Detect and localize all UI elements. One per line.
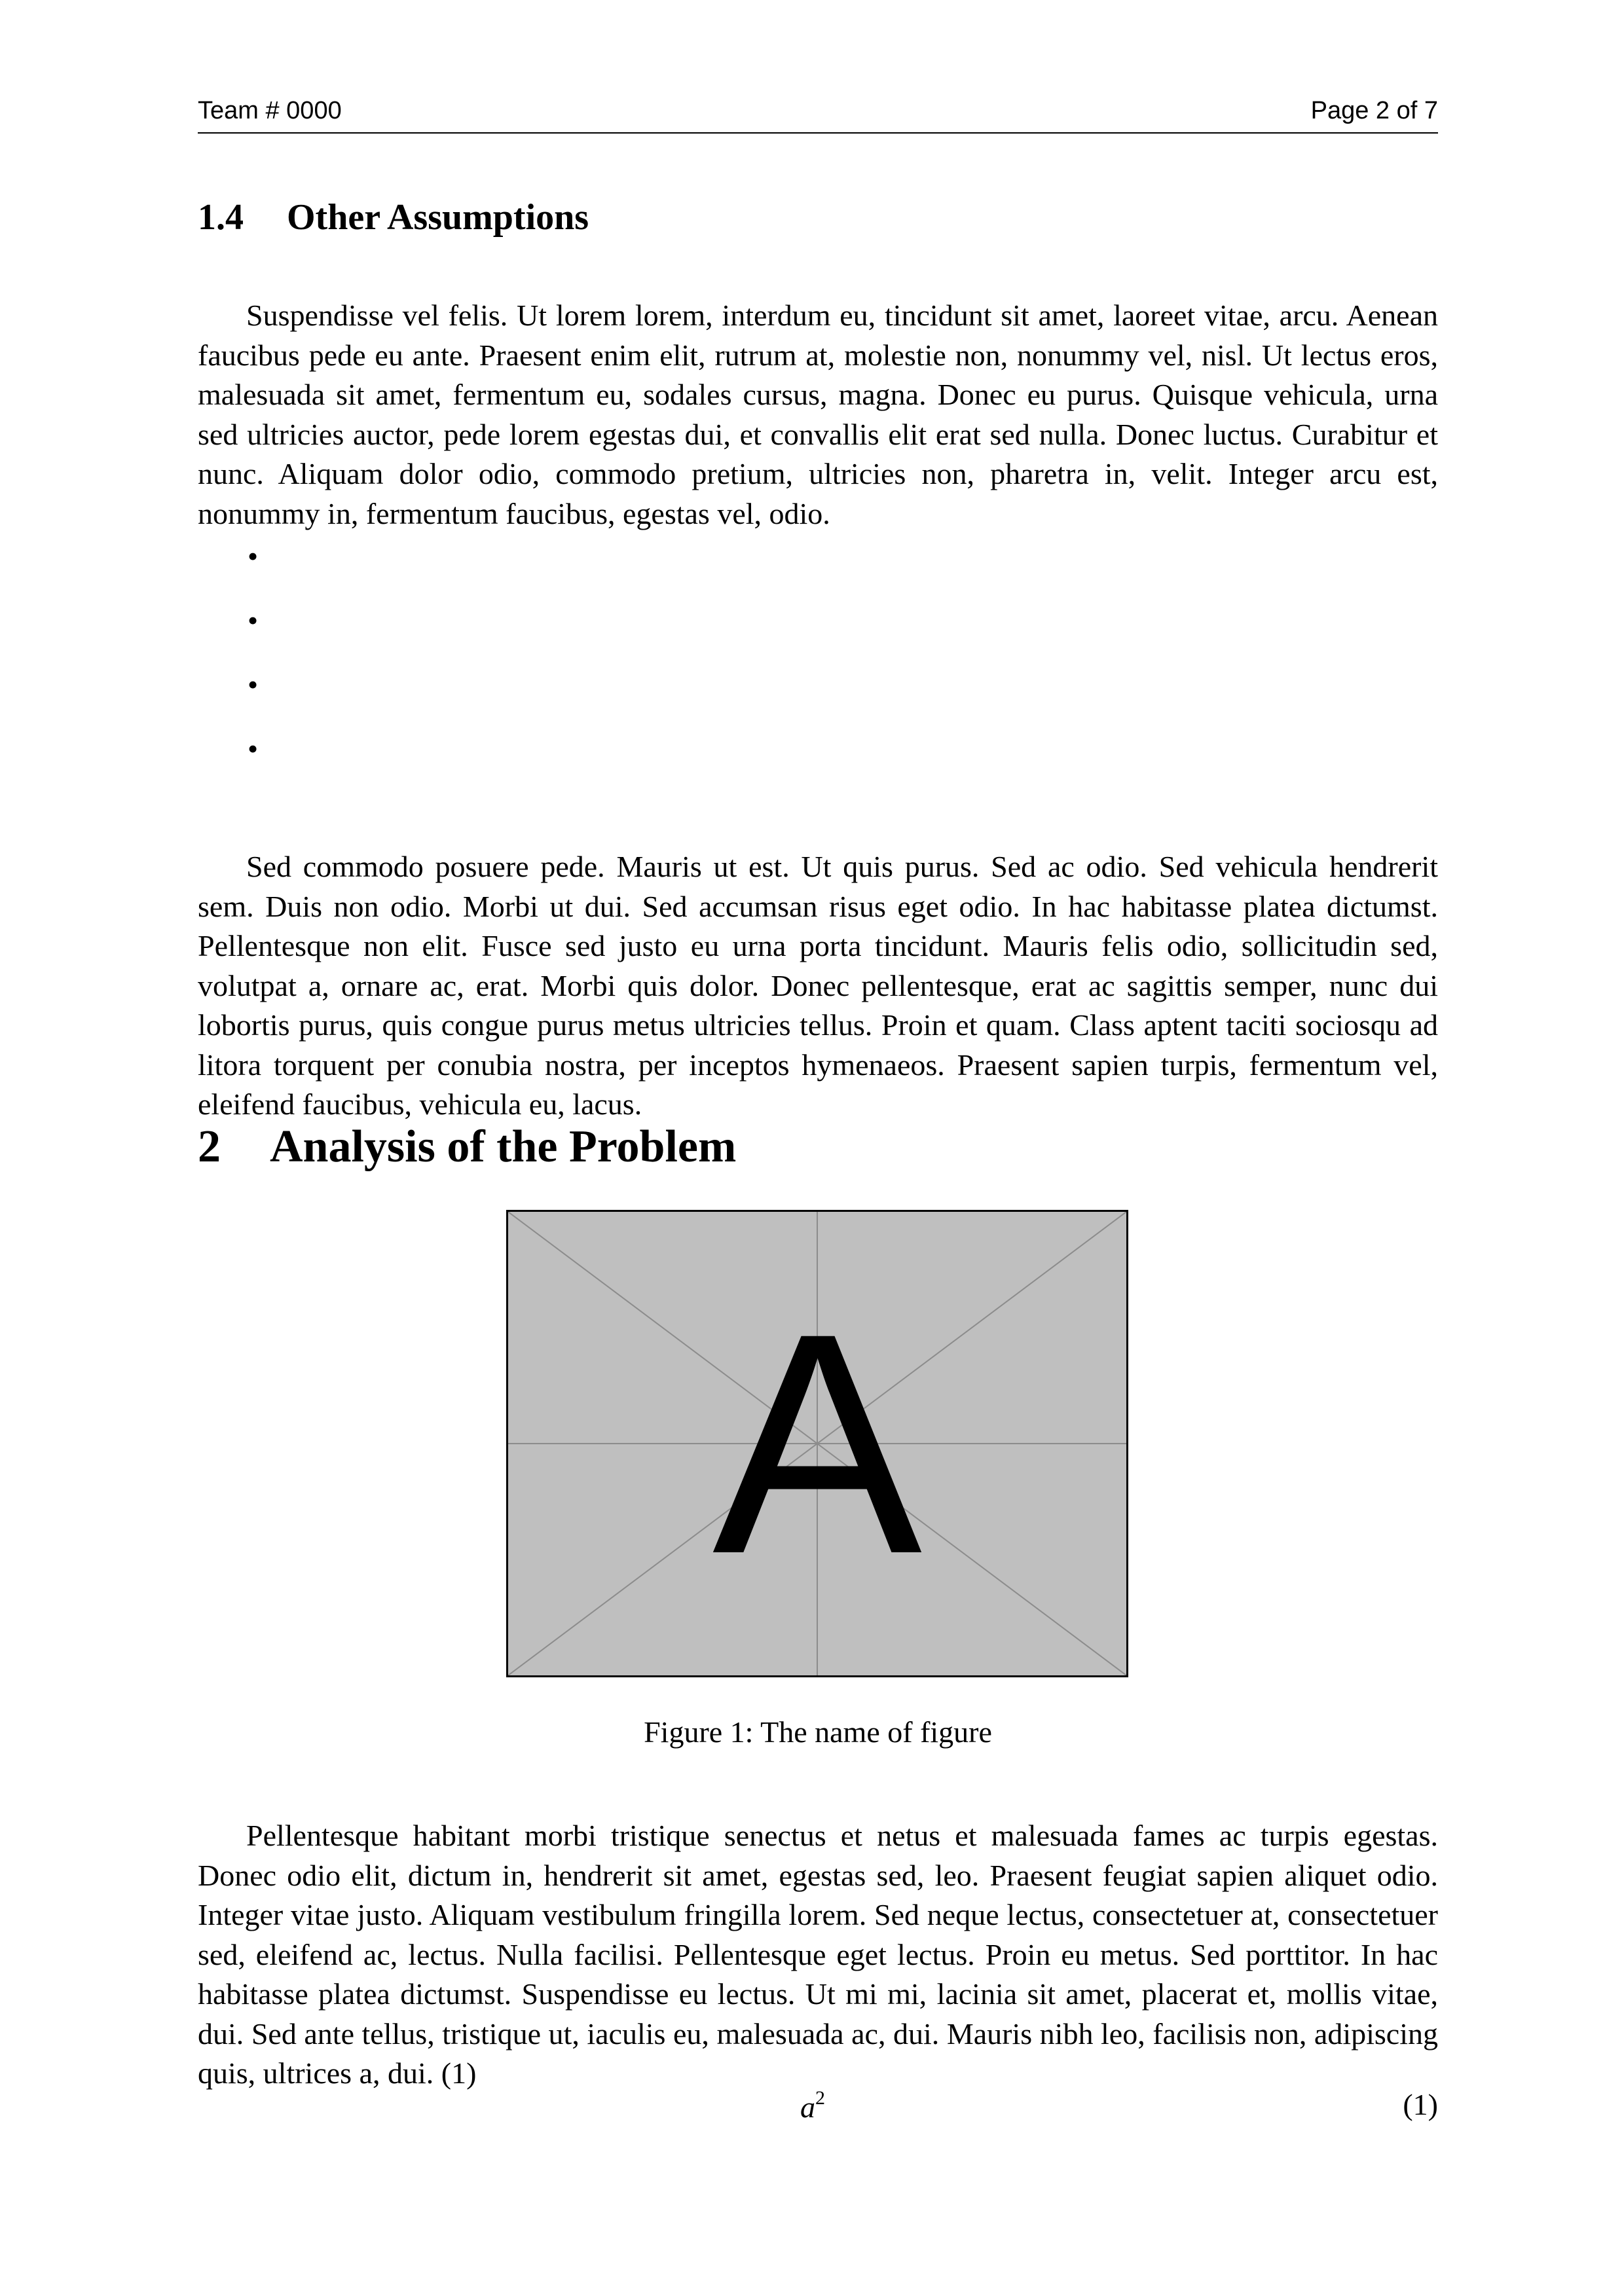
section-title: Analysis of the Problem xyxy=(270,1121,737,1172)
subsection-heading xyxy=(198,196,589,238)
paragraph-commodo: Sed commodo posuere pede. Mauris ut est. Ut quis purus. Sed ac odio. Sed vehicula hendrerit sem. Duis non odio. Morbi ut dui. Sed accumsan risus eget odio. In hac habitasse platea dictumst. Pellentesque non elit. Fusce sed justo eu urna porta tincidunt. Mauris felis odio, sollicitudin sed, volutpat a, ornare ac, erat. Morbi quis dolor. Donec pellentesque, erat ac sagittis semper, nunc dui lobortis purus, quis congue purus metus ultricies tellus. Proin et quam. Class aptent taciti sociosqu ad litora torquent per conubia nostra, per inceptos hymenaeos. Praesent sapien turpis, fermentum vel, eleifend faucibus, vehicula eu, lacus. xyxy=(198,850,1438,1121)
equation xyxy=(800,2087,825,2124)
empty-bullet-list xyxy=(248,537,258,793)
bullet-item xyxy=(248,537,258,601)
section-heading xyxy=(198,1121,736,1173)
figure-caption: Figure 1: The name of figure xyxy=(644,1715,992,1749)
equation-exponent: 2 xyxy=(815,2087,825,2109)
placeholder-letter: A xyxy=(712,1267,923,1619)
paragraph-assumptions: Suspendisse vel felis. Ut lorem lorem, interdum eu, tincidunt sit amet, laoreet vitae, arcu. Aenean faucibus pede eu ante. Praesent enim elit, rutrum at, molestie non, nonummy vel, nisl. Ut lectus eros, malesuada sit amet, fermentum eu, sodales cursus, magna. Donec eu purus. Quisque vehicula, urna sed ultricies auctor, pede lorem egestas dui, et convallis elit erat sed nulla. Donec luctus. Curabitur et nunc. Aliquam dolor odio, commodo pretium, ultricies non, pharetra in, velit. Integer arcu est, nonummy in, fermentum faucibus, egestas vel, odio. xyxy=(198,299,1438,530)
bullet-item xyxy=(248,729,258,793)
paragraph-habitant: Pellentesque habitant morbi tristique senectus et netus et malesuada fames ac turpis egestas. Donec odio elit, dictum in, hendrerit sit amet, egestas sed, leo. Praesent feugiat sapien aliquet odio. Integer vitae justo. Aliquam vestibulum fringilla lorem. Sed neque lectus, consectetuer at, consectetuer sed, eleifend ac, lectus. Nulla facilisi. Pellentesque eget lectus. Proin eu metus. Sed porttitor. In hac habitasse platea dictumst. Suspendisse eu lectus. Ut mi mi, lacinia sit amet, placerat et, mollis vitae, dui. Sed ante tellus, tristique ut, iaculis eu, malesuada ac, dui. Mauris nibh leo, facilisis non, adipiscing quis, ultrices a, dui. (1) xyxy=(198,1819,1438,2090)
section-number: 2 xyxy=(198,1121,221,1172)
page-header xyxy=(198,96,1438,134)
subsection-number: 1.4 xyxy=(198,197,244,238)
equation-base: a xyxy=(800,2090,815,2124)
bullet-item xyxy=(248,601,258,665)
subsection-title: Other Assumptions xyxy=(287,197,589,238)
figure-placeholder-image xyxy=(506,1210,1128,1677)
bullet-item xyxy=(248,665,258,729)
team-number: Team # 0000 xyxy=(198,97,342,124)
equation-number: (1) xyxy=(1403,2088,1438,2121)
page-number: Page 2 of 7 xyxy=(1310,97,1438,124)
